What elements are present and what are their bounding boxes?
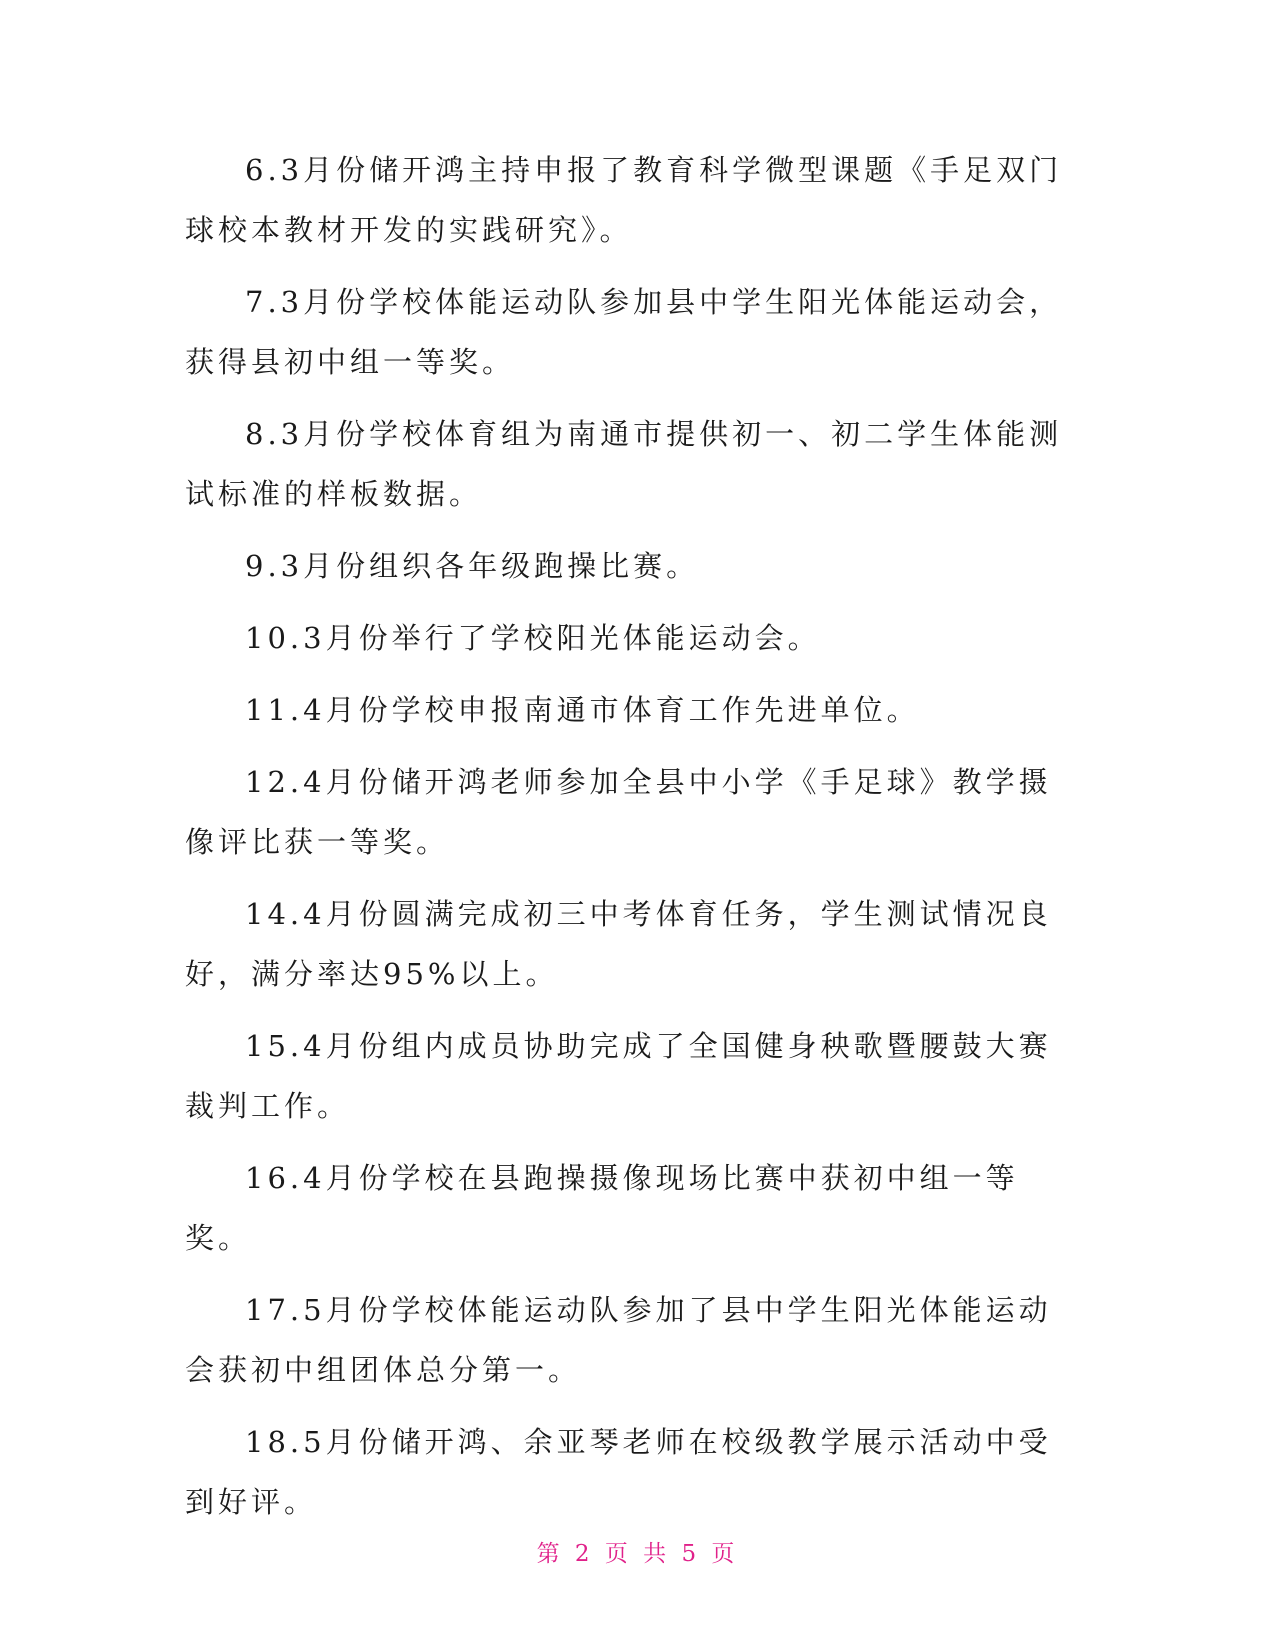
paragraph-item-11: 11.4月份学校申报南通市体育工作先进单位。 [245,693,920,727]
paragraph-item-10: 10.3月份举行了学校阳光体能运动会。 [245,621,821,655]
paragraph-item-9: 9.3月份组织各年级跑操比赛。 [245,549,700,583]
paragraph-item-8: 8.3月份学校体育组为南通市提供初一、初二学生体能测试标准的样板数据。 [185,417,1063,511]
paragraph-item-12: 12.4月份储开鸿老师参加全县中小学《手足球》教学摄像评比获一等奖。 [185,765,1052,859]
paragraph-item-17: 17.5月份学校体能运动队参加了县中学生阳光体能运动会获初中组团体总分第一。 [185,1293,1052,1387]
paragraph-item-15: 15.4月份组内成员协助完成了全国健身秧歌暨腰鼓大赛裁判工作。 [185,1029,1052,1123]
paragraph-item-7: 7.3月份学校体能运动队参加县中学生阳光体能运动会，获得县初中组一等奖。 [185,285,1063,379]
page-number-footer: 第 2 页 共 5 页 [536,1541,739,1567]
paragraph-item-6: 6.3月份储开鸿主持申报了教育科学微型课题《手足双门球校本教材开发的实践研究》。 [185,153,1063,247]
paragraph-item-18: 18.5月份储开鸿、余亚琴老师在校级教学展示活动中受到好评。 [185,1425,1052,1519]
paragraph-item-16: 16.4月份学校在县跑操摄像现场比赛中获初中组一等奖。 [185,1161,1019,1255]
document-body [185,140,1065,1544]
paragraph-item-14: 14.4月份圆满完成初三中考体育任务，学生测试情况良好，满分率达95%以上。 [185,897,1052,991]
